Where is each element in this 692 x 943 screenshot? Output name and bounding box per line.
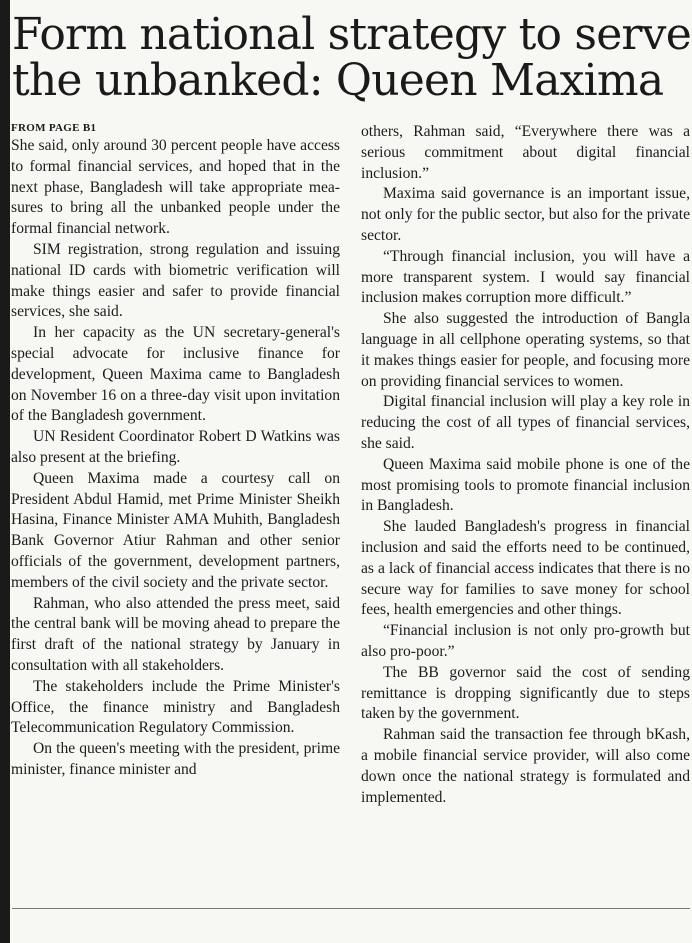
paragraph: Digital financial inclusion will play a key role in reducing the cost of all types of financial services, she said. — [361, 393, 690, 452]
headline-line-1: Form national strategy to serve — [12, 9, 691, 60]
paragraph: Rahman, who also attended the press meet, said the central bank will be moving ahead to prepare the first draft of the national strategy by January in consultation with all stakeholders. — [11, 594, 340, 674]
paragraph: In her capacity as the UN secretary-general's special advocate for inclusive finance for development, Queen Maxima came to Bangladesh on November 16 on a three-day visit upon invitation of the Bangladesh government. — [11, 324, 340, 425]
dateline: FROM PAGE B1 — [11, 122, 97, 134]
paragraph: She lauded Bangladesh's progress in financial inclusion and said the efforts need to be continued, as a lack of financial access indicates that there is no secure way for families to save money for school fees, health emergencies and other things. — [361, 518, 690, 619]
paragraph: “Financial inclusion is not only pro-growth but also pro-poor.” — [361, 622, 690, 660]
paragraph: She also suggested the introduction of Bangla language in all cellphone operating systems, so that it makes things easier for people, and focusing more on providing financial services to women. — [361, 310, 690, 390]
headline — [12, 9, 691, 106]
paragraph: Maxima said governance is an important issue, not only for the public sector, but also for the private sector. — [361, 185, 690, 244]
paragraph: Queen Maxima made a courtesy call on President Abdul Hamid, met Prime Minister Sheikh Hasina, Finance Minister AMA Muhith, Bangladesh Bank Governor Atiur Rahman and other senior officials of the government, development partners, members of the civil society and the private sector. — [11, 469, 340, 591]
next-headline-cropped — [12, 928, 690, 943]
paragraph: “Through financial inclusion, you will have a more transparent system. I would say financial inclusion makes corruption more difficult.” — [361, 247, 690, 307]
paragraph: others, Rahman said, “Everywhere there was a serious commitment about digital financial inclusion.” — [361, 123, 690, 182]
paragraph: Rahman said the transaction fee through bKash, a mobile financial service provider, will also come down once the national strategy is formulated and implemented. — [361, 726, 690, 806]
paragraph: She said, only around 30 percent people have access to formal financial services, and hoped that in the next phase, Bangladesh will take appropriate measures to bring all the unbanked people under the formal financial network. — [11, 137, 340, 238]
paragraph: On the queen's meeting with the president, prime minister, finance minister and — [11, 740, 340, 778]
paragraph: Queen Maxima said mobile phone is one of the most promising tools to promote financial inclusion in Bangladesh. — [361, 455, 690, 515]
paragraph: UN Resident Coordinator Robert D Watkins was also present at the briefing. — [11, 428, 340, 466]
paragraph: The stakeholders include the Prime Minister's Office, the finance ministry and Bangladesh Telecommunication Regulatory Commission. — [11, 677, 340, 737]
page-edge-shadow — [0, 0, 10, 943]
article-column-right — [361, 122, 690, 808]
paragraph: SIM registration, strong regulation and issuing national ID cards with biometric verification will make things easier and safer to provide financial services, she said. — [11, 240, 340, 321]
article-column-left — [11, 122, 340, 781]
paragraph: The BB governor said the cost of sending remittance is dropping significantly due to steps taken by the government. — [361, 663, 690, 723]
headline-line-2: the unbanked: Queen Maxima — [12, 55, 664, 106]
section-divider — [12, 908, 690, 909]
